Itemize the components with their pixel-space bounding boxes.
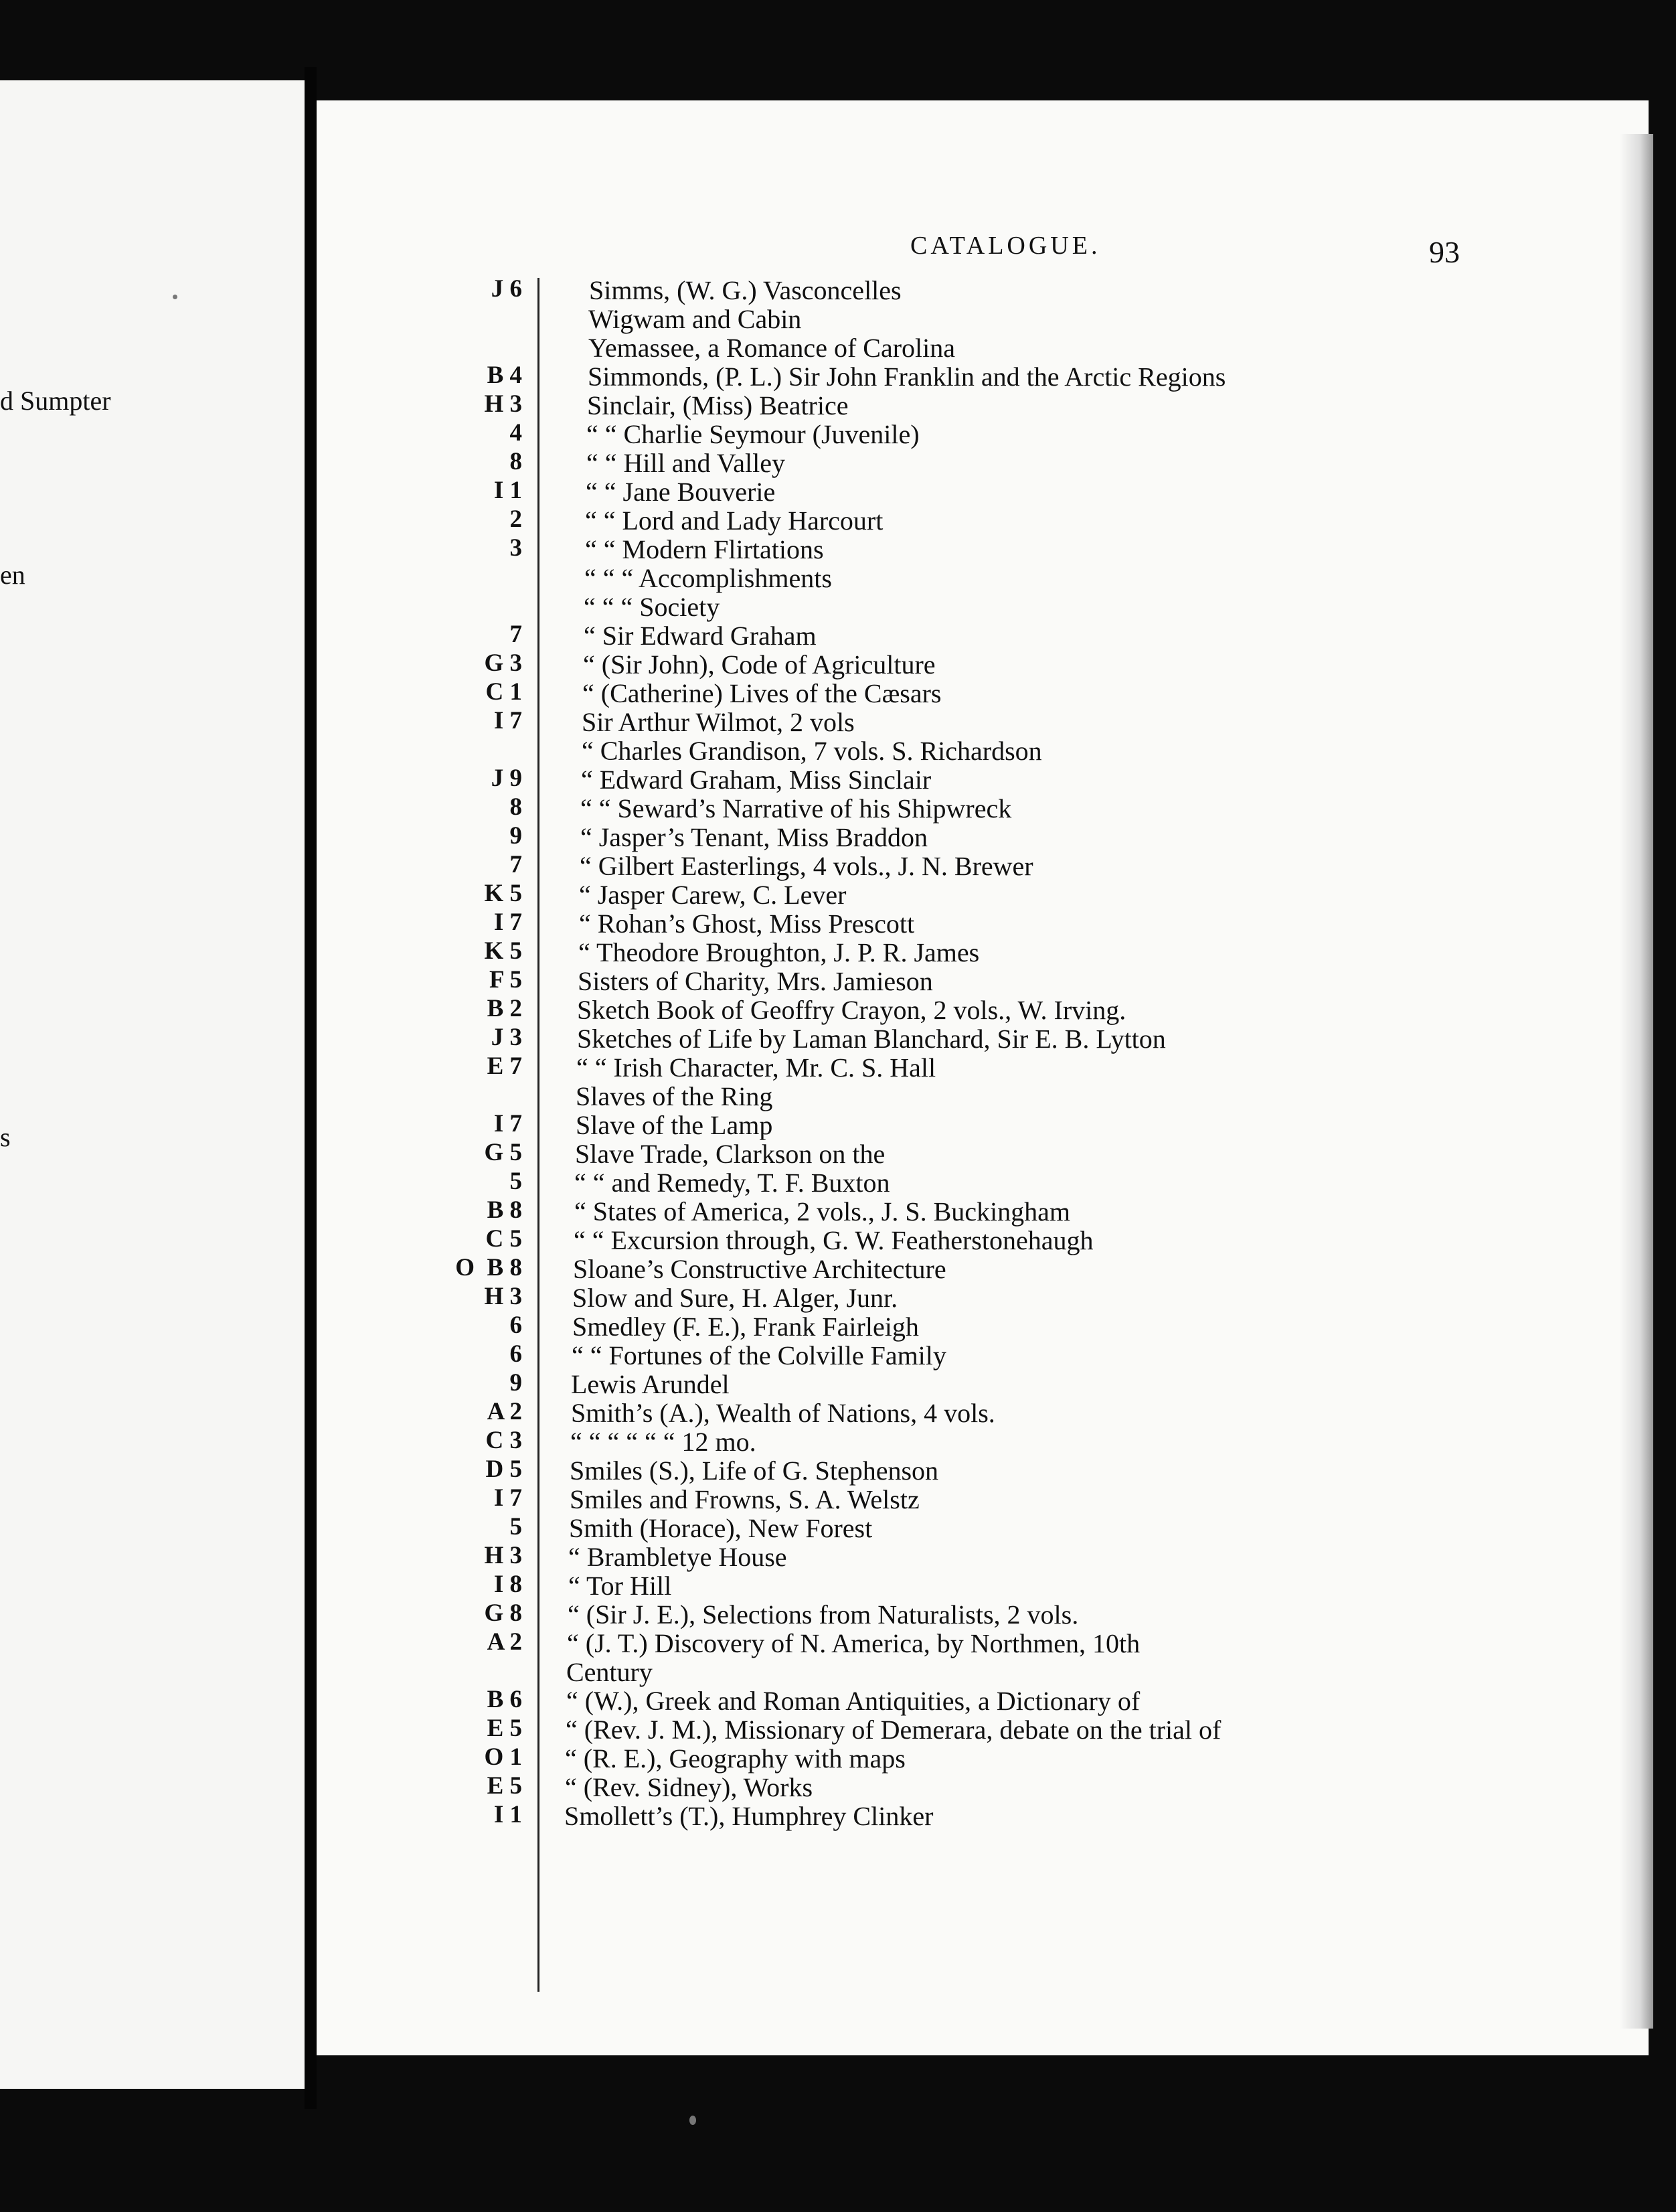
shelf-mark: E 7 (487, 1052, 522, 1080)
catalogue-entry: Sketch Book of Geoffry Crayon, 2 vols., W. Irving. (576, 994, 1126, 1026)
catalogue-entry: Slave Trade, Clarkson on the (574, 1138, 886, 1170)
paper-speck (173, 295, 177, 299)
shelf-mark: J 6 (491, 275, 522, 303)
facing-page-text: d Sumpter (0, 386, 111, 416)
shelf-mark: E 5 (487, 1772, 522, 1800)
catalogue-entry: “ “ Charlie Seymour (Juvenile) (586, 418, 920, 450)
catalogue-entry: “ (Rev. J. M.), Missionary of Demerara, debate on the trial of (565, 1714, 1222, 1745)
shelf-mark: E 5 (487, 1715, 522, 1742)
catalogue-entry: Smith’s (A.), Wealth of Nations, 4 vols. (570, 1397, 995, 1429)
catalogue-entry: “ “ Excursion through, G. W. Featherstonehaugh (573, 1224, 1094, 1256)
catalogue-entry: Slave of the Lamp (575, 1109, 773, 1141)
shelf-mark: 5 (509, 1168, 522, 1195)
catalogue-entry: “ Edward Graham, Miss Sinclair (580, 764, 932, 795)
catalogue-entry: “ Charles Grandison, 7 vols. S. Richardson (581, 735, 1042, 767)
shelf-mark: O B 8 (455, 1254, 522, 1281)
shelf-mark: 3 (509, 534, 522, 562)
catalogue-entry: “ Tor Hill (568, 1570, 672, 1601)
catalogue-entry: “ “ Irish Character, Mr. C. S. Hall (576, 1052, 936, 1083)
shelf-mark: 4 (509, 419, 522, 447)
paper-speck (689, 2116, 696, 2125)
shelf-mark: K 5 (484, 937, 522, 965)
catalogue-entry: “ “ and Remedy, T. F. Buxton (574, 1167, 890, 1198)
catalogue-entry: “ “ “ Accomplishments (584, 562, 832, 594)
page-edge (1620, 134, 1653, 2029)
catalogue-entry: “ “ Jane Bouverie (585, 476, 776, 507)
catalogue-entry: Sisters of Charity, Mrs. Jamieson (577, 965, 933, 997)
shelf-mark: O 1 (484, 1743, 522, 1771)
catalogue-entry: “ Jasper Carew, C. Lever (578, 879, 847, 911)
shelf-mark: H 3 (484, 1283, 522, 1310)
shelf-mark: G 3 (484, 649, 522, 677)
catalogue-entry: “ “ Seward’s Narrative of his Shipwreck (580, 793, 1012, 824)
catalogue-entry: Smiles (S.), Life of G. Stephenson (569, 1455, 939, 1486)
shelf-mark: 8 (509, 448, 522, 475)
shelf-mark: G 5 (484, 1139, 522, 1166)
catalogue-entry: “ (R. E.), Geography with maps (564, 1743, 906, 1774)
facing-page-text: en (0, 560, 25, 590)
shelf-mark: H 3 (484, 1542, 522, 1569)
shelf-mark: J 3 (491, 1024, 522, 1051)
shelf-mark: I 7 (493, 707, 522, 734)
catalogue-entry: “ “ “ Society (583, 591, 720, 623)
catalogue-entry: “ Gilbert Easterlings, 4 vols., J. N. Brewer (579, 850, 1033, 882)
shelf-mark: I 8 (493, 1571, 522, 1598)
shelf-mark: B 2 (487, 995, 522, 1022)
shelf-mark: C 1 (485, 678, 522, 706)
catalogue-entry: “ Sir Edward Graham (583, 620, 817, 651)
catalogue-entry: Lewis Arundel (570, 1368, 730, 1400)
shelf-mark: C 5 (485, 1225, 522, 1253)
shelf-mark: 8 (509, 793, 522, 821)
shelf-mark: I 7 (493, 1110, 522, 1137)
shelf-mark: B 6 (487, 1686, 522, 1713)
catalogue-entry: “ “ Fortunes of the Colville Family (571, 1340, 946, 1371)
shelf-mark: 9 (509, 1369, 522, 1397)
catalogue-entry: Sketches of Life by Laman Blanchard, Sir E. B. Lytton (576, 1023, 1166, 1054)
shelf-mark: 7 (509, 621, 522, 648)
catalogue-entry: Smedley (F. E.), Frank Fairleigh (572, 1311, 919, 1342)
catalogue-entry: Slaves of the Ring (575, 1081, 773, 1112)
catalogue-entry: “ Jasper’s Tenant, Miss Braddon (580, 821, 928, 853)
catalogue-entry: Sinclair, (Miss) Beatrice (586, 390, 849, 421)
shelf-mark: J 9 (491, 765, 522, 792)
catalogue-entry: “ (Sir J. E.), Selections from Naturalists, 2 vols. (567, 1599, 1079, 1630)
catalogue-entry: “ “ Modern Flirtations (584, 534, 824, 565)
catalogue-entry: Simmonds, (P. L.) Sir John Franklin and the Arctic Regions (587, 361, 1226, 392)
shelf-mark: G 8 (484, 1599, 522, 1627)
shelf-mark: D 5 (485, 1455, 522, 1483)
column-rule (537, 278, 539, 1992)
catalogue-entry: “ (Catherine) Lives of the Cæsars (582, 678, 942, 709)
shelf-mark: I 7 (493, 1484, 522, 1512)
catalogue-entry: “ Brambletye House (568, 1541, 787, 1573)
catalogue-entry: “ (Sir John), Code of Agriculture (582, 649, 936, 680)
catalogue-entry: Simms, (W. G.) Vasconcelles (588, 274, 902, 306)
facing-page-text: s (0, 1122, 11, 1152)
catalogue-entry: “ “ Lord and Lady Harcourt (584, 505, 884, 536)
shelf-mark: H 3 (484, 390, 522, 418)
page-number: 93 (1429, 235, 1460, 269)
shelf-mark: A 2 (487, 1398, 522, 1425)
facing-page (0, 80, 305, 2089)
shelf-mark: 7 (509, 851, 522, 878)
shelf-mark: F 5 (489, 966, 522, 994)
shelf-mark: 9 (509, 822, 522, 850)
shelf-mark: 6 (509, 1340, 522, 1368)
catalogue-entry: Wigwam and Cabin (588, 303, 802, 335)
catalogue-entry: Century (566, 1656, 653, 1688)
catalogue-entry: “ (Rev. Sidney), Works (564, 1771, 813, 1803)
shelf-mark: K 5 (484, 880, 522, 907)
shelf-mark: I 7 (493, 908, 522, 936)
catalogue-entry: “ “ “ “ “ “ 12 mo. (570, 1426, 756, 1457)
catalogue-entry: “ (J. T.) Discovery of N. America, by Northmen, 10th (566, 1628, 1141, 1659)
catalogue-entry: Slow and Sure, H. Alger, Junr. (572, 1282, 898, 1314)
catalogue-entry: “ “ Hill and Valley (586, 447, 785, 479)
book-gutter (305, 67, 317, 2109)
shelf-mark: B 8 (487, 1196, 522, 1224)
shelf-mark: I 1 (493, 477, 522, 504)
catalogue-entry: Smollett’s (T.), Humphrey Clinker (564, 1800, 934, 1832)
running-title: CATALOGUE. (910, 232, 1101, 260)
catalogue-entry: “ Theodore Broughton, J. P. R. James (578, 937, 980, 968)
shelf-mark: C 3 (485, 1427, 522, 1454)
shelf-mark: 2 (509, 505, 522, 533)
shelf-mark: I 1 (493, 1801, 522, 1828)
catalogue-entry: Smith (Horace), New Forest (568, 1512, 873, 1544)
catalogue-entry: Yemassee, a Romance of Carolina (588, 332, 956, 364)
shelf-mark: 6 (509, 1312, 522, 1339)
catalogue-entry: Smiles and Frowns, S. A. Welstz (569, 1484, 920, 1515)
shelf-mark: A 2 (487, 1628, 522, 1656)
shelf-mark: 5 (509, 1513, 522, 1540)
catalogue-entry: “ States of America, 2 vols., J. S. Buckingham (574, 1196, 1071, 1227)
catalogue-entry: Sir Arthur Wilmot, 2 vols (581, 706, 855, 738)
catalogue-entry: “ Rohan’s Ghost, Miss Prescott (578, 908, 915, 939)
catalogue-entry: Sloane’s Constructive Architecture (572, 1253, 946, 1285)
catalogue-entry: “ (W.), Greek and Roman Antiquities, a Dictionary of (566, 1685, 1141, 1717)
shelf-mark: B 4 (487, 362, 522, 389)
